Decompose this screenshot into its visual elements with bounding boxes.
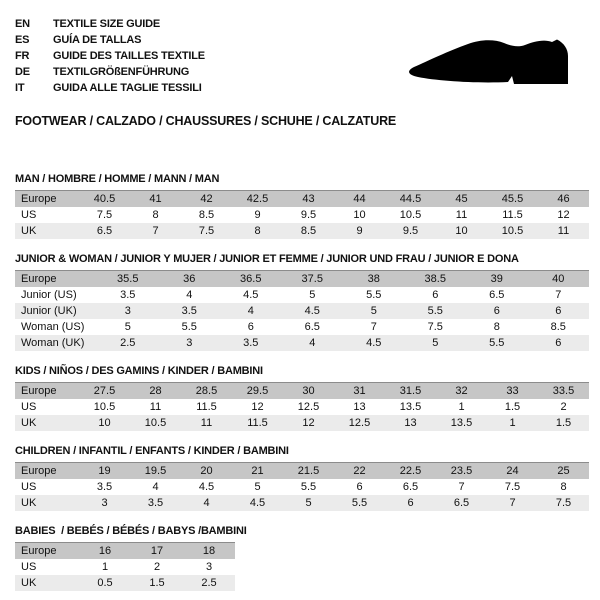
- size-value: 43: [283, 191, 334, 208]
- size-value: 3.5: [159, 303, 221, 319]
- size-value: 5: [282, 287, 344, 303]
- shoe-icon: [404, 34, 574, 97]
- size-value: 0.5: [79, 575, 131, 591]
- size-value: 13.5: [385, 399, 436, 415]
- size-value: 35.5: [97, 271, 159, 288]
- language-code: EN: [15, 18, 30, 30]
- size-value: 19.5: [130, 463, 181, 480]
- size-value: 39: [466, 271, 528, 288]
- size-value: 8.5: [283, 223, 334, 239]
- table-row: [15, 383, 589, 400]
- row-label: Woman (US): [15, 319, 97, 335]
- size-value: 44: [334, 191, 385, 208]
- row-label: Europe: [15, 191, 79, 208]
- row-label: UK: [15, 415, 79, 431]
- size-value: 22.5: [385, 463, 436, 480]
- table-row: [15, 271, 589, 288]
- size-value: 5: [283, 495, 334, 511]
- language-title: TEXTILGRÖßENFÜHRUNG: [53, 66, 190, 78]
- size-value: 1: [436, 399, 487, 415]
- size-value: 4: [282, 335, 344, 351]
- table-row: [15, 463, 589, 480]
- size-value: 12.5: [334, 415, 385, 431]
- size-value: 19: [79, 463, 130, 480]
- size-section: [15, 253, 590, 351]
- size-value: 6.5: [436, 495, 487, 511]
- size-value: 33: [487, 383, 538, 400]
- size-value: 5.5: [343, 287, 405, 303]
- section-title: BABIES / BEBÉS / BÉBÉS / BABYS /BAMBINI: [15, 525, 247, 537]
- size-value: 4.5: [220, 287, 282, 303]
- size-table: [15, 382, 589, 431]
- language-title: TEXTILE SIZE GUIDE: [53, 18, 161, 30]
- size-table: [15, 462, 589, 511]
- size-value: 9.5: [283, 207, 334, 223]
- table-row: [15, 191, 589, 208]
- size-value: 1: [79, 559, 131, 575]
- row-label: Europe: [15, 463, 79, 480]
- size-table: [15, 542, 235, 591]
- size-value: 6: [334, 479, 385, 495]
- section-title: JUNIOR & WOMAN / JUNIOR Y MUJER / JUNIOR ET FEMME / JUNIOR UND FRAU / JUNIOR E DONA: [15, 253, 519, 265]
- size-value: 3: [183, 559, 235, 575]
- size-value: 37.5: [282, 271, 344, 288]
- size-value: 16: [79, 543, 131, 560]
- size-value: 1.5: [487, 399, 538, 415]
- size-value: 5: [97, 319, 159, 335]
- size-value: 7.5: [181, 223, 232, 239]
- size-value: 5: [232, 479, 283, 495]
- size-value: 4.5: [282, 303, 344, 319]
- size-value: 10.5: [79, 399, 130, 415]
- size-value: 3: [97, 303, 159, 319]
- section-title: MAN / HOMBRE / HOMME / MANN / MAN: [15, 173, 220, 185]
- size-value: 9: [232, 207, 283, 223]
- size-value: 4.5: [232, 495, 283, 511]
- size-value: 3.5: [97, 287, 159, 303]
- size-value: 2: [131, 559, 183, 575]
- size-value: 11.5: [487, 207, 538, 223]
- size-value: 7.5: [538, 495, 589, 511]
- size-value: 7.5: [405, 319, 467, 335]
- size-value: 8: [130, 207, 181, 223]
- table-row: [15, 207, 589, 223]
- size-value: 9.5: [385, 223, 436, 239]
- size-value: 11: [436, 207, 487, 223]
- size-section: [15, 365, 590, 431]
- table-row: [15, 543, 235, 560]
- size-value: 23.5: [436, 463, 487, 480]
- language-row: [15, 64, 205, 80]
- table-row: [15, 319, 589, 335]
- language-row: [15, 48, 205, 64]
- row-label: US: [15, 207, 79, 223]
- language-row: [15, 16, 205, 32]
- row-label: US: [15, 559, 79, 575]
- size-value: 8: [538, 479, 589, 495]
- size-value: 9: [334, 223, 385, 239]
- size-value: 7: [487, 495, 538, 511]
- size-value: 31: [334, 383, 385, 400]
- tables-container: [15, 173, 590, 591]
- size-value: 6.5: [282, 319, 344, 335]
- size-value: 38: [343, 271, 405, 288]
- table-row: [15, 559, 235, 575]
- size-value: 6: [528, 303, 590, 319]
- size-value: 21: [232, 463, 283, 480]
- size-value: 11.5: [181, 399, 232, 415]
- size-value: 30: [283, 383, 334, 400]
- size-value: 21.5: [283, 463, 334, 480]
- size-value: 6: [528, 335, 590, 351]
- size-value: 7: [343, 319, 405, 335]
- size-section: [15, 525, 590, 591]
- size-value: 5: [405, 335, 467, 351]
- language-title: GUÍA DE TALLAS: [53, 34, 142, 46]
- size-value: 6: [466, 303, 528, 319]
- table-row: [15, 479, 589, 495]
- size-value: 2: [538, 399, 589, 415]
- size-value: 6.5: [466, 287, 528, 303]
- size-value: 8: [466, 319, 528, 335]
- table-row: [15, 415, 589, 431]
- size-value: 7: [436, 479, 487, 495]
- size-value: 40: [528, 271, 590, 288]
- size-section: [15, 173, 590, 239]
- size-value: 7.5: [79, 207, 130, 223]
- row-label: UK: [15, 575, 79, 591]
- size-value: 7: [528, 287, 590, 303]
- table-row: [15, 287, 589, 303]
- language-code: FR: [15, 50, 30, 62]
- size-value: 13: [334, 399, 385, 415]
- row-label: Woman (UK): [15, 335, 97, 351]
- size-value: 2.5: [183, 575, 235, 591]
- size-value: 13.5: [436, 415, 487, 431]
- size-value: 12.5: [283, 399, 334, 415]
- size-value: 5.5: [334, 495, 385, 511]
- size-table: [15, 190, 589, 239]
- size-value: 4: [181, 495, 232, 511]
- table-row: [15, 223, 589, 239]
- table-row: [15, 335, 589, 351]
- size-value: 5: [343, 303, 405, 319]
- size-value: 33.5: [538, 383, 589, 400]
- size-value: 5.5: [159, 319, 221, 335]
- size-value: 1.5: [538, 415, 589, 431]
- size-value: 8.5: [528, 319, 590, 335]
- row-label: Europe: [15, 271, 97, 288]
- size-value: 46: [538, 191, 589, 208]
- size-value: 29.5: [232, 383, 283, 400]
- size-table: [15, 270, 589, 351]
- size-value: 31.5: [385, 383, 436, 400]
- section-title: CHILDREN / INFANTIL / ENFANTS / KINDER / BAMBINI: [15, 445, 289, 457]
- size-value: 4: [220, 303, 282, 319]
- language-title-list: [15, 14, 205, 96]
- row-label: Europe: [15, 383, 79, 400]
- language-row: [15, 32, 205, 48]
- size-value: 1.5: [131, 575, 183, 591]
- size-value: 38.5: [405, 271, 467, 288]
- language-code: ES: [15, 34, 30, 46]
- size-value: 20: [181, 463, 232, 480]
- size-value: 3: [79, 495, 130, 511]
- size-value: 17: [131, 543, 183, 560]
- size-value: 11: [181, 415, 232, 431]
- size-value: 12: [283, 415, 334, 431]
- size-value: 28: [130, 383, 181, 400]
- size-value: 3.5: [130, 495, 181, 511]
- size-value: 44.5: [385, 191, 436, 208]
- size-value: 5.5: [283, 479, 334, 495]
- table-row: [15, 575, 235, 591]
- size-value: 3.5: [79, 479, 130, 495]
- size-value: 6: [405, 287, 467, 303]
- size-value: 18: [183, 543, 235, 560]
- size-value: 13: [385, 415, 436, 431]
- size-value: 11.5: [232, 415, 283, 431]
- size-value: 4: [130, 479, 181, 495]
- size-value: 10.5: [130, 415, 181, 431]
- size-value: 6: [385, 495, 436, 511]
- size-value: 12: [232, 399, 283, 415]
- size-value: 8: [232, 223, 283, 239]
- row-label: US: [15, 479, 79, 495]
- size-value: 42: [181, 191, 232, 208]
- size-section: [15, 445, 590, 511]
- row-label: Junior (US): [15, 287, 97, 303]
- size-value: 27.5: [79, 383, 130, 400]
- size-value: 32: [436, 383, 487, 400]
- size-value: 5.5: [405, 303, 467, 319]
- section-title: KIDS / NIÑOS / DES GAMINS / KINDER / BAMBINI: [15, 365, 263, 377]
- language-title: GUIDA ALLE TAGLIE TESSILI: [53, 82, 202, 94]
- row-label: US: [15, 399, 79, 415]
- size-value: 4: [159, 287, 221, 303]
- size-value: 36.5: [220, 271, 282, 288]
- row-label: UK: [15, 495, 79, 511]
- size-value: 6.5: [79, 223, 130, 239]
- size-value: 10: [334, 207, 385, 223]
- size-value: 10: [436, 223, 487, 239]
- size-value: 42.5: [232, 191, 283, 208]
- row-label: UK: [15, 223, 79, 239]
- size-value: 45: [436, 191, 487, 208]
- size-value: 10.5: [385, 207, 436, 223]
- size-value: 7.5: [487, 479, 538, 495]
- size-value: 22: [334, 463, 385, 480]
- size-value: 40.5: [79, 191, 130, 208]
- language-code: IT: [15, 82, 25, 94]
- size-value: 3: [159, 335, 221, 351]
- size-value: 28.5: [181, 383, 232, 400]
- size-value: 6: [220, 319, 282, 335]
- size-value: 3.5: [220, 335, 282, 351]
- size-value: 6.5: [385, 479, 436, 495]
- category-title: FOOTWEAR / CALZADO / CHAUSSURES / SCHUHE / CALZATURE: [15, 114, 397, 128]
- size-value: 4.5: [343, 335, 405, 351]
- size-value: 10.5: [487, 223, 538, 239]
- size-value: 4.5: [181, 479, 232, 495]
- size-value: 36: [159, 271, 221, 288]
- size-value: 5.5: [466, 335, 528, 351]
- row-label: Junior (UK): [15, 303, 97, 319]
- table-row: [15, 495, 589, 511]
- size-value: 11: [130, 399, 181, 415]
- size-value: 12: [538, 207, 589, 223]
- size-value: 10: [79, 415, 130, 431]
- size-value: 1: [487, 415, 538, 431]
- size-value: 45.5: [487, 191, 538, 208]
- table-row: [15, 303, 589, 319]
- size-value: 8.5: [181, 207, 232, 223]
- language-code: DE: [15, 66, 30, 78]
- size-value: 2.5: [97, 335, 159, 351]
- table-row: [15, 399, 589, 415]
- size-value: 24: [487, 463, 538, 480]
- size-value: 7: [130, 223, 181, 239]
- language-row: [15, 80, 205, 96]
- size-value: 11: [538, 223, 589, 239]
- header: [15, 14, 590, 97]
- size-value: 25: [538, 463, 589, 480]
- size-value: 41: [130, 191, 181, 208]
- row-label: Europe: [15, 543, 79, 560]
- language-title: GUIDE DES TAILLES TEXTILE: [53, 50, 205, 62]
